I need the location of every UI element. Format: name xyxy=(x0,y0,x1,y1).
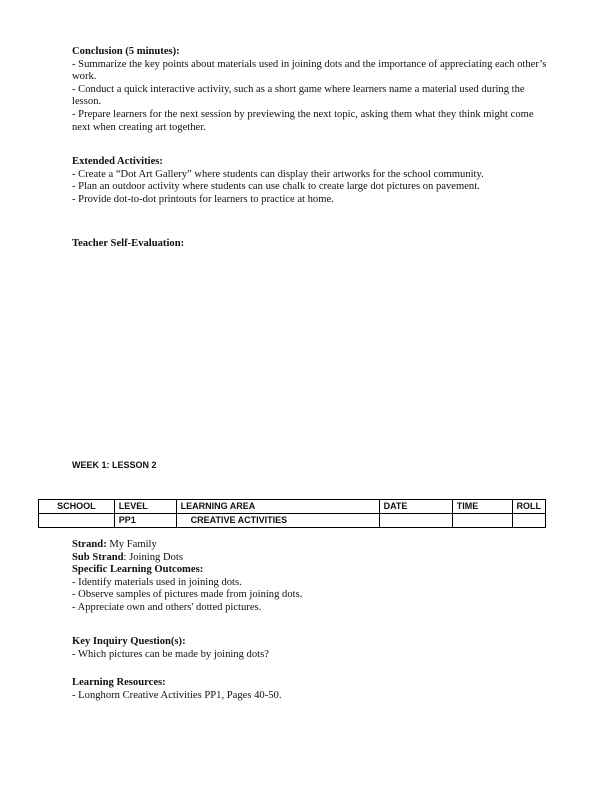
resources-line: - Longhorn Creative Activities PP1, Pages 40-50. xyxy=(72,689,282,701)
outcome-line: - Appreciate own and others' dotted pictures. xyxy=(72,601,262,613)
header-cell-learning-area: LEARNING AREA xyxy=(176,500,379,514)
self-evaluation-heading: Teacher Self-Evaluation: xyxy=(72,238,185,249)
week-lesson-title: WEEK 1: LESSON 2 xyxy=(72,460,157,470)
header-cell-time: TIME xyxy=(452,500,512,514)
inquiry-heading: Key Inquiry Question(s): xyxy=(72,636,186,647)
extended-line: - Create a “Dot Art Gallery” where students can display their artworks for the school community. xyxy=(72,168,484,180)
conclusion-line: - Summarize the key points about materials used in joining dots and the importance of appreciating each other’s work. xyxy=(72,58,547,83)
cell-learning-area: CREATIVE ACTIVITIES xyxy=(176,514,379,528)
header-cell-roll: ROLL xyxy=(512,500,546,514)
header-cell-level: LEVEL xyxy=(114,500,176,514)
table-row xyxy=(39,514,546,528)
extended-heading: Extended Activities: xyxy=(72,156,163,167)
cell-roll xyxy=(512,514,546,528)
conclusion-line: - Prepare learners for the next session by previewing the next topic, asking them what they think might come next when creating art together. xyxy=(72,108,534,133)
sub-strand-line xyxy=(72,552,552,565)
outcome-line: - Identify materials used in joining dots. xyxy=(72,576,242,588)
inquiry-line: - Which pictures can be made by joining dots? xyxy=(72,648,269,660)
extended-activities-section xyxy=(72,156,572,206)
extended-line: - Provide dot-to-dot printouts for learners to practice at home. xyxy=(72,193,334,205)
self-evaluation-section xyxy=(72,238,552,251)
sub-strand-label: Sub Strand xyxy=(72,551,124,563)
table-header-row xyxy=(39,500,546,514)
strand-value: My Family xyxy=(106,539,157,550)
strand-line xyxy=(72,539,552,552)
inquiry-section xyxy=(72,636,552,661)
sub-strand-value: : Joining Dots xyxy=(123,551,183,563)
cell-school xyxy=(39,514,115,528)
cell-time xyxy=(452,514,512,528)
cell-date xyxy=(379,514,452,528)
outcomes-heading: Specific Learning Outcomes: xyxy=(72,564,204,576)
outcome-line: - Observe samples of pictures made from joining dots. xyxy=(72,589,303,601)
conclusion-line: - Conduct a quick interactive activity, such as a short game where learners name a material used during the lesson. xyxy=(72,83,525,108)
cell-level: PP1 xyxy=(114,514,176,528)
header-cell-date: DATE xyxy=(379,500,452,514)
header-cell-school: SCHOOL xyxy=(39,500,115,514)
conclusion-section xyxy=(72,46,552,134)
extended-line: - Plan an outdoor activity where students can use chalk to create large dot pictures on pavement. xyxy=(72,181,480,193)
strand-label: Strand: xyxy=(72,539,107,550)
conclusion-heading: Conclusion (5 minutes): xyxy=(72,46,180,57)
lesson-details-section xyxy=(72,539,552,615)
resources-heading: Learning Resources: xyxy=(72,677,166,688)
lesson-info-table xyxy=(38,499,546,528)
resources-section xyxy=(72,677,552,702)
